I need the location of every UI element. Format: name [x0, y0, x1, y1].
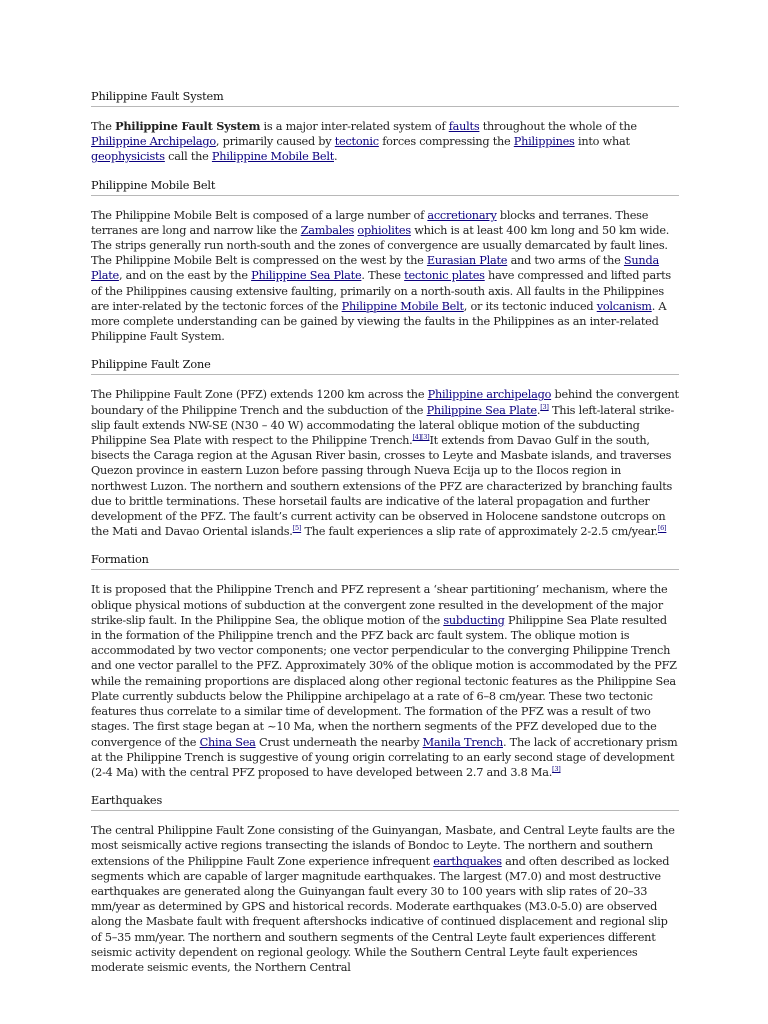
text-run: forces compressing the [378, 135, 514, 149]
text-run: into what [574, 135, 630, 149]
section-philippine-fault-zone [91, 358, 679, 539]
text-run: It is proposed that the Philippine Trench and PFZ represent a ‘shear partitioning’ mechanism, where the oblique physical motions of subduction at the convergent zone resulted in the development of the major strike-slip fault. In the Philippine Sea, the oblique motion of the [91, 583, 668, 627]
text-run: It extends from Davao Gulf in the south, bisects the Caraga region at the Agusan River basin, crosses to Leyte and Masbate islands, and traverses Quezon province in eastern Luzon before passing through Nueva Ecija up to the Ilocos region in northwest Luzon. The northern and southern extensions of the PFZ are characterized by branching faults due to brittle terminations. These horsetail faults are indicative of the lateral propagation and further development of the PFZ. The fault’s current activity can be observed in Holocene sandstone outcrops on the Mati and Davao Oriental islands. [91, 434, 673, 539]
section-heading: Earthquakes [91, 794, 679, 811]
section-heading: Philippine Fault System [91, 90, 679, 107]
wiki-link[interactable]: Philippine archipelago [427, 388, 552, 402]
wiki-link[interactable]: tectonic plates [404, 269, 485, 283]
citation-link[interactable]: [6] [657, 524, 667, 533]
section-paragraph [91, 119, 679, 165]
wiki-link[interactable]: Zambales [300, 223, 355, 237]
text-run: call the [164, 150, 212, 164]
text-run: have compressed and lifted parts of the Philippines causing extensive faulting, primarily on a north-south axis. All faults in the Philippines are inter-related by the tectonic forces of the [91, 269, 671, 313]
text-run: The central Philippine Fault Zone consisting of the Guinyangan, Masbate, and Central Leyte faults are the most seismically active regions transecting the islands of Bondoc to Leyte. The northern and southern extensions of the Philippine Fault Zone experience infrequent [91, 824, 675, 868]
wiki-link[interactable]: Sunda Plate [91, 254, 659, 283]
text-run: . These [361, 269, 405, 283]
text-run: The fault experiences a slip rate of approximately 2-2.5 cm/year. [301, 525, 658, 539]
wiki-link[interactable]: earthquakes [433, 854, 502, 868]
wiki-link[interactable]: Philippines [513, 135, 575, 149]
wiki-link[interactable]: faults [448, 120, 480, 133]
section-heading: Philippine Mobile Belt [91, 179, 679, 196]
wiki-link[interactable]: volcanism [596, 299, 652, 313]
text-run: . [536, 403, 541, 417]
section-heading: Philippine Fault Zone [91, 358, 679, 375]
text-run: The Philippine Fault Zone (PFZ) extends 1200 km across the [91, 388, 428, 402]
citation [658, 525, 666, 533]
citation-link[interactable]: [4][3] [412, 433, 430, 442]
text-run: This left-lateral strike-slip fault extends NW-SE (N30 – 40 W) accommodating the lateral oblique motion of the subducting Philippine Sea Plate with respect to the Philippine Trench. [91, 403, 675, 448]
citation [540, 403, 548, 411]
text-run: blocks and terranes. These terranes are long and narrow like the [91, 208, 649, 237]
text-run: , primarily caused by [215, 135, 335, 149]
wiki-link[interactable]: tectonic [334, 135, 379, 149]
text-run: . A more complete understanding can be gained by viewing the faults in the Philippines as an inter-related Philippine Fault System. [91, 299, 667, 344]
text-run: Philippine Sea Plate resulted in the formation of the Philippine trench and the PFZ back arc fault system. The oblique motion is accommodated by two vector components; one vector perpendicular to the converging Philippine Trench and one vector parallel to the PFZ. Approximately 30% of the oblique motion is accommodated by the PFZ while the remaining proportions are displaced along other regional tectonic features as the Philippine Sea Plate currently subducts below the Philippine archipelago at a rate of 6–8 cm/year. These two tectonic features thus correlate to a similar time of development. The formation of the PFZ was a result of two stages. The first stage began at ~10 Ma, when the northern segments of the PFZ developed due to the convergence of the [91, 613, 677, 749]
wiki-link[interactable]: ophiolites [357, 223, 411, 237]
section-paragraph [91, 387, 679, 539]
text-run: and often described as locked segments which are capable of larger magnitude earthquakes. The largest (M7.0) and most destructive earthquakes are generated along the Guinyangan fault every 30 to 100 years with slip rates of 20–33 mm/year as determined by GPS and historical records. Moderate earthquakes (M3.0-5.0) are observed along the Masbate fault with frequent aftershocks indicative of continued displacement and regional slip of 5–35 mm/year. The northern and southern segments of the Central Leyte fault experiences different seismic activity dependent on regional geology. While the Southern Central Leyte fault experiences moderate seismic events, the Northern Central [91, 854, 670, 974]
wiki-link[interactable]: China Sea [199, 735, 256, 749]
section-paragraph [91, 208, 679, 345]
text-run: behind the convergent boundary of the Philippine Trench and the subduction of the [91, 388, 679, 417]
citation-link[interactable]: [3] [552, 765, 561, 774]
wiki-link[interactable]: subducting [443, 613, 505, 627]
section-philippine-mobile-belt [91, 179, 679, 345]
section-paragraph [91, 823, 679, 975]
section-earthquakes [91, 794, 679, 975]
text-run: , and on the east by the [118, 269, 252, 283]
wiki-link[interactable]: Philippine Archipelago [91, 135, 216, 149]
section-formation [91, 553, 679, 780]
text-run: which is at least 400 km long and 50 km wide. The strips generally run north-south and the zones of convergence are usually demarcated by fault lines. The Philippine Mobile Belt is compressed on the west by the [91, 223, 670, 268]
text-run: Crust underneath the nearby [255, 735, 423, 749]
citation-link[interactable]: [3] [540, 402, 549, 411]
wiki-link[interactable]: Manila Trench [422, 735, 503, 749]
text-run: throughout the whole of the [479, 120, 637, 133]
wiki-link[interactable]: Philippine Mobile Belt [211, 150, 334, 164]
bold-term: Philippine Fault System [115, 119, 261, 133]
text-run: and two arms of the [507, 254, 624, 268]
citation [413, 433, 430, 441]
citation-link[interactable]: [5] [292, 524, 302, 533]
section-philippine-fault-system [91, 90, 679, 165]
text-run: . [334, 150, 338, 164]
text-run: The Philippine Mobile Belt is composed of a large number of [91, 208, 428, 222]
wiki-link[interactable]: geophysicists [91, 150, 165, 164]
text-run: . The lack of accretionary prism at the Philippine Trench is suggestive of young origin correlating to an early second stage of development (2-4 Ma) with the central PFZ proposed to have developed between 2.7 and 3.8 Ma. [91, 735, 678, 779]
wiki-link[interactable]: accretionary [427, 208, 497, 222]
wiki-link[interactable]: Philippine Sea Plate [251, 269, 362, 283]
section-paragraph [91, 582, 679, 780]
citation [552, 765, 560, 773]
citation [293, 525, 301, 533]
wiki-link[interactable]: Eurasian Plate [426, 254, 508, 268]
text-run: is a major inter-related system of [260, 120, 449, 133]
section-heading: Formation [91, 553, 679, 570]
text-run: , or its tectonic induced [463, 299, 597, 313]
text-run: The [91, 120, 116, 133]
wiki-link[interactable]: Philippine Mobile Belt [341, 299, 464, 313]
wiki-link[interactable]: Philippine Sea Plate [426, 403, 537, 417]
article-body [91, 90, 679, 975]
